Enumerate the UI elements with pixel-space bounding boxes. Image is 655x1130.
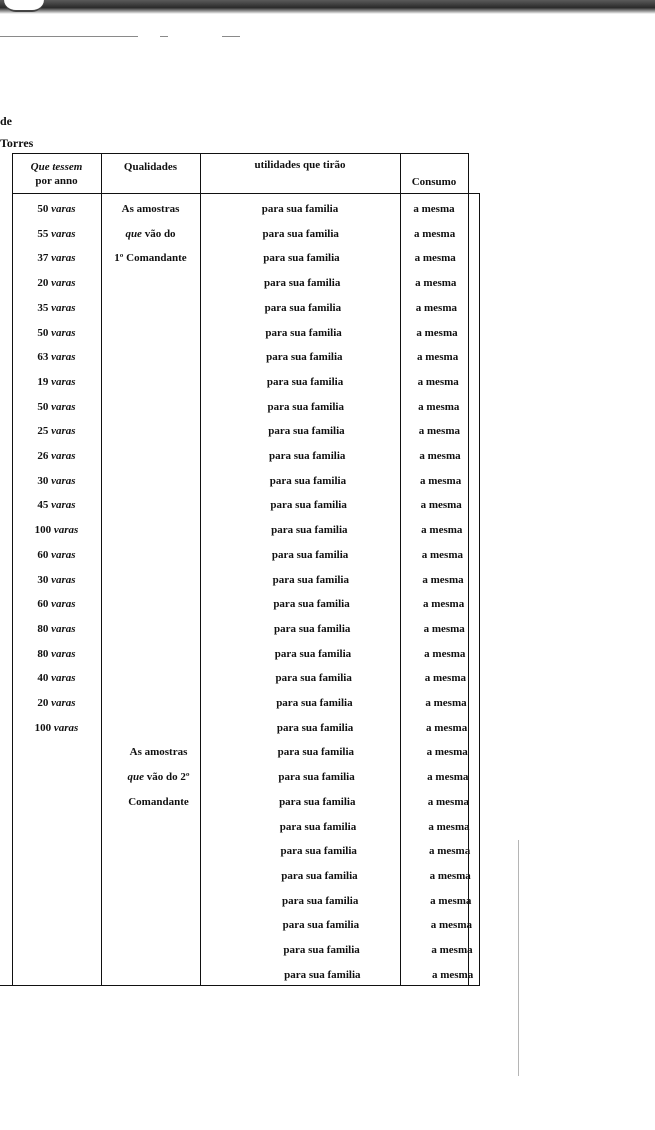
quantity-unit: varas [51,326,76,339]
quantity-value: 100 [34,721,54,734]
utilidade-cell: para sua familia [269,474,347,487]
consumo-cell: a mesma [417,375,459,388]
margin-label-1: de [0,114,12,128]
utilidade-cell: para sua familia [268,450,346,462]
quantity-value: 19 [37,375,52,388]
quantity-unit: varas [51,499,76,512]
quantity-value: 37 [37,252,52,265]
quantity-unit: varas [51,252,76,265]
consumo-cell: a mesma [413,227,456,240]
consumo-cell: a mesma [425,697,467,709]
page-edge-notch [4,0,44,12]
consumo-cell: a mesma [421,548,464,561]
quantity-value: 60 [37,548,52,561]
qualidades-note-italic: que [127,771,144,784]
quantity-cell [12,647,101,661]
quantity-cell [12,326,101,340]
utilidade-cell: para sua familia [261,203,339,215]
consumo-cell: a mesma [427,771,469,784]
quantity-cell [12,375,101,389]
utilidade-cell: para sua familia [274,622,351,635]
utilidade-cell: para sua familia [279,795,356,808]
utilidade-cell: para sua familia [276,721,354,734]
quantity-unit: varas [53,524,79,537]
qualidades-note-line: 1º Comandante [114,252,187,265]
utilidade-cell: para sua familia [281,894,359,907]
margin-label-2: Torres [0,136,34,150]
top-rule [0,36,138,37]
utilidade-cell: para sua familia [274,647,352,660]
quantity-cell [12,696,101,710]
utilidade-cell: para sua familia [268,425,345,438]
utilidade-cell: para sua familia [282,919,360,932]
quantity-cell [12,474,101,488]
utilidade-cell: para sua familia [278,771,355,784]
quantity-cell [12,622,101,636]
utilidade-cell: para sua familia [270,499,347,512]
quantity-unit: varas [51,598,76,611]
quantity-value: 63 [37,351,52,364]
table-column-rule [200,153,201,985]
quantity-unit: varas [51,277,76,290]
quantity-cell [12,251,101,265]
quantity-cell [12,498,101,512]
utilidade-cell: para sua familia [267,400,344,413]
quantity-unit: varas [51,375,76,388]
consumo-cell: a mesma [413,203,455,215]
quantity-unit: varas [51,622,76,635]
quantity-value: 50 [37,326,52,339]
header-que-tessem-line2: por anno [35,175,78,187]
quantity-cell [12,227,101,241]
quantity-unit: varas [51,425,76,438]
qualidades-note-line [101,227,200,241]
qualidades-note-line: Comandante [128,795,189,808]
consumo-cell: a mesma [416,351,459,364]
consumo-cell: a mesma [422,573,464,586]
consumo-cell: a mesma [416,326,458,339]
quantity-unit: varas [51,450,76,462]
quantity-value: 30 [37,474,52,487]
quantity-unit: varas [51,203,76,215]
table-bottom-rule [0,985,480,986]
quantity-unit: varas [51,400,76,413]
quantity-cell [12,573,101,587]
quantity-unit: varas [51,301,76,314]
utilidade-cell: para sua familia [280,845,357,858]
quantity-unit: varas [51,227,76,240]
quantity-unit: varas [51,672,76,685]
header-consumo: Consumo [411,176,457,188]
qualidades-note-line [109,770,208,784]
consumo-cell: a mesma [422,598,465,611]
utilidade-cell: para sua familia [262,227,339,240]
consumo-cell: a mesma [419,474,462,487]
qualidades-note-italic: que [125,227,142,240]
quantity-value: 50 [37,400,52,413]
qualidades-note-line: As amostras [121,203,180,215]
consumo-cell: a mesma [419,450,461,462]
consumo-cell: a mesma [425,721,468,734]
qualidades-note-rest: vão do [141,227,176,240]
page-fold-line [518,840,519,1076]
table-header-rule [12,193,479,194]
quantity-value: 20 [37,277,52,290]
quantity-unit: varas [53,721,79,734]
quantity-unit: varas [51,647,76,660]
top-rule [222,36,240,37]
quantity-cell [12,400,101,414]
utilidade-cell: para sua familia [271,548,349,561]
quantity-cell [12,424,101,438]
quantity-cell [12,671,101,685]
utilidade-cell: para sua familia [266,351,343,364]
utilidade-cell: para sua familia [271,524,348,537]
quantity-cell [12,301,101,315]
quantity-cell [12,548,101,562]
quantity-value: 40 [37,672,52,685]
header-que-tessem-line1: Que tessem [30,161,83,173]
quantity-unit: varas [51,548,76,561]
quantity-value: 25 [37,425,52,438]
utilidade-cell: para sua familia [275,672,352,685]
consumo-cell: a mesma [414,252,456,265]
quantity-value: 100 [34,524,54,537]
consumo-cell: a mesma [415,301,458,314]
quantity-unit: varas [51,697,76,709]
consumo-cell: a mesma [427,795,470,808]
quantity-value: 20 [37,697,52,709]
consumo-cell: a mesma [426,746,468,759]
quantity-value: 30 [37,573,52,586]
utilidade-cell: para sua familia [281,869,358,882]
quantity-cell [12,523,101,537]
quantity-unit: varas [51,474,76,487]
consumo-cell: a mesma [430,894,472,907]
consumo-cell: a mesma [420,499,462,512]
consumo-cell: a mesma [424,647,466,660]
quantity-value: 50 [37,203,52,215]
header-qualidades: Qualidades [123,161,178,173]
quantity-value: 26 [37,450,52,462]
table-column-rule [479,193,480,985]
consumo-cell: a mesma [418,400,460,413]
consumo-cell: a mesma [415,277,457,290]
quantity-value: 80 [37,647,52,660]
utilidade-cell: para sua familia [276,697,353,709]
quantity-unit: varas [51,351,76,364]
table-top-rule [12,153,468,154]
consumo-cell: a mesma [421,524,463,537]
utilidade-cell: para sua familia [272,573,349,586]
quantity-cell [12,350,101,364]
qualidades-note-line: As amostras [129,746,188,759]
qualidades-note-rest: vão do 2º [144,771,190,784]
header-utilidades: utilidades que tirão [254,159,346,171]
quantity-cell [12,597,101,611]
consumo-cell: a mesma [423,622,465,635]
utilidade-cell: para sua familia [264,301,342,314]
quantity-cell [12,202,101,216]
quantity-value: 35 [37,301,52,314]
consumo-cell: a mesma [430,919,473,932]
quantity-unit: varas [51,573,76,586]
quantity-cell [12,449,101,463]
header-que-tessem [12,160,101,188]
consumo-cell: a mesma [428,820,470,833]
quantity-value: 45 [37,499,52,512]
utilidade-cell: para sua familia [277,746,355,759]
utilidade-cell: para sua familia [265,326,342,339]
quantity-cell [12,276,101,290]
consumo-cell: a mesma [431,944,473,956]
quantity-value: 80 [37,622,52,635]
table-column-rule [101,153,102,985]
consumo-cell: a mesma [429,869,471,882]
utilidade-cell: para sua familia [273,598,350,611]
utilidade-cell: para sua familia [283,944,360,956]
consumo-cell: a mesma [424,672,467,685]
top-rule [160,36,168,37]
consumo-cell: a mesma [418,425,461,438]
utilidade-cell: para sua familia [263,252,340,265]
utilidade-cell: para sua familia [279,820,357,833]
utilidade-cell: para sua familia [284,968,361,981]
quantity-cell [12,721,101,735]
quantity-value: 60 [37,598,52,611]
consumo-cell: a mesma [428,845,471,858]
utilidade-cell: para sua familia [266,375,344,388]
utilidade-cell: para sua familia [263,277,341,290]
quantity-value: 55 [37,227,52,240]
page-edge-shadow [0,0,655,14]
consumo-cell: a mesma [431,968,474,981]
